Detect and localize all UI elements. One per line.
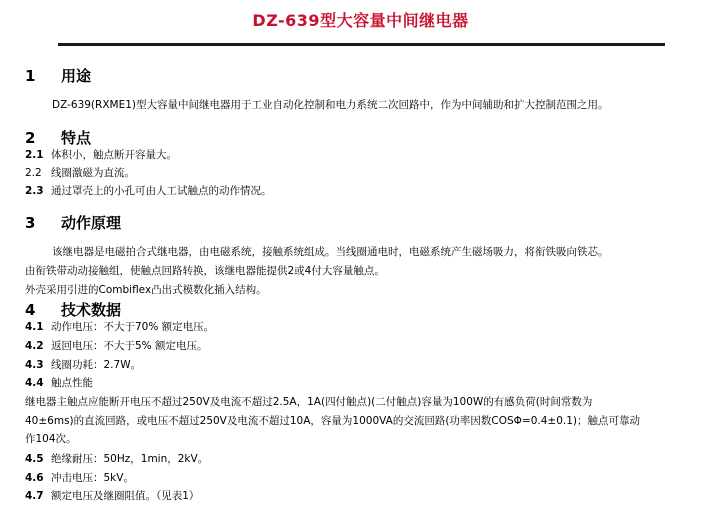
item-number: 2.3 <box>25 185 44 197</box>
section-1-title: 用途 <box>61 67 92 85</box>
list-item-4-3 <box>25 358 141 372</box>
section-3-line-2: 由衔铁带动动接触组，使触点回路转换，该继电器能提供2或4付大容量触点。 <box>25 265 385 277</box>
section-1-heading <box>25 65 91 86</box>
section-4-title: 技术数据 <box>61 301 122 319</box>
item-text: 动作电压：不大于70% 额定电压。 <box>51 321 215 333</box>
list-item-4-4 <box>25 376 93 390</box>
item-text: 触点性能 <box>51 377 93 389</box>
section-4-number: 4 <box>25 301 36 319</box>
section-1-number: 1 <box>25 67 36 85</box>
section-1-text: DZ-639(RXME1)型大容量中间继电器用于工业自动化控制和电力系统二次回路中，作为中间辅助和扩大控制范围之用。 <box>52 99 609 111</box>
section-3-line-3: 外壳采用引进的Combiflex凸出式模数化插入结构。 <box>25 284 267 296</box>
item-text: 线圈激磁为直流。 <box>51 167 135 179</box>
item-text: 冲击电压：5kV。 <box>51 472 134 484</box>
item-text: 返回电压：不大于5% 额定电压。 <box>51 340 208 352</box>
list-item-4-5 <box>25 452 208 466</box>
list-item-2-2 <box>25 166 135 180</box>
list-item-4-7 <box>25 489 199 503</box>
item-number: 2.1 <box>25 149 44 161</box>
section-3-heading <box>25 212 121 233</box>
document-title: DZ-639型大容量中间继电器 <box>252 11 469 30</box>
item-text: 线圈功耗：2.7W。 <box>51 359 142 371</box>
item-number: 2.2 <box>25 167 42 179</box>
item-number: 4.3 <box>25 359 44 371</box>
list-item-2-1 <box>25 148 177 162</box>
item-number: 4.7 <box>25 490 44 502</box>
item-number: 4.6 <box>25 472 44 484</box>
item-number: 4.1 <box>25 321 44 333</box>
item-number: 4.2 <box>25 340 44 352</box>
section-4-heading <box>25 299 121 320</box>
section-3-number: 3 <box>25 214 36 232</box>
list-item-4-2 <box>25 339 208 353</box>
section-4-para-line-2: 40±6ms)的直流回路，或电压不超过250V及电流不超过10A，容量为1000VA的交流回路(功率因数COSΦ=0.4±0.1)；触点可靠动 <box>25 415 641 427</box>
item-text: 通过罩壳上的小孔可由人工试触点的动作情况。 <box>51 185 272 197</box>
section-3-title: 动作原理 <box>61 214 122 232</box>
section-2-heading <box>25 127 91 148</box>
list-item-4-6 <box>25 471 134 485</box>
list-item-2-3 <box>25 184 272 198</box>
item-text: 绝缘耐压：50Hz，1min，2kV。 <box>51 453 209 465</box>
section-4-para-line-3: 作104次。 <box>25 433 77 445</box>
item-number: 4.4 <box>25 377 44 389</box>
item-text: 体积小，触点断开容量大。 <box>51 149 177 161</box>
item-text: 额定电压及继圈阻值。（见表1） <box>51 490 200 502</box>
list-item-4-1 <box>25 320 214 334</box>
title-divider <box>58 43 665 46</box>
section-3-line-1: 该继电器是电磁拍合式继电器，由电磁系统，接触系统组成。当线圈通电时，电磁系统产生磁场吸力，将衔铁吸向铁芯。 <box>52 246 609 258</box>
item-number: 4.5 <box>25 453 44 465</box>
section-4-para-line-1: 继电器主触点应能断开电压不超过250V及电流不超过2.5A，1A(四付触点)(二付触点)容量为100W的有感负荷(时间常数为 <box>25 396 593 408</box>
section-2-number: 2 <box>25 129 36 147</box>
section-2-title: 特点 <box>61 129 92 147</box>
